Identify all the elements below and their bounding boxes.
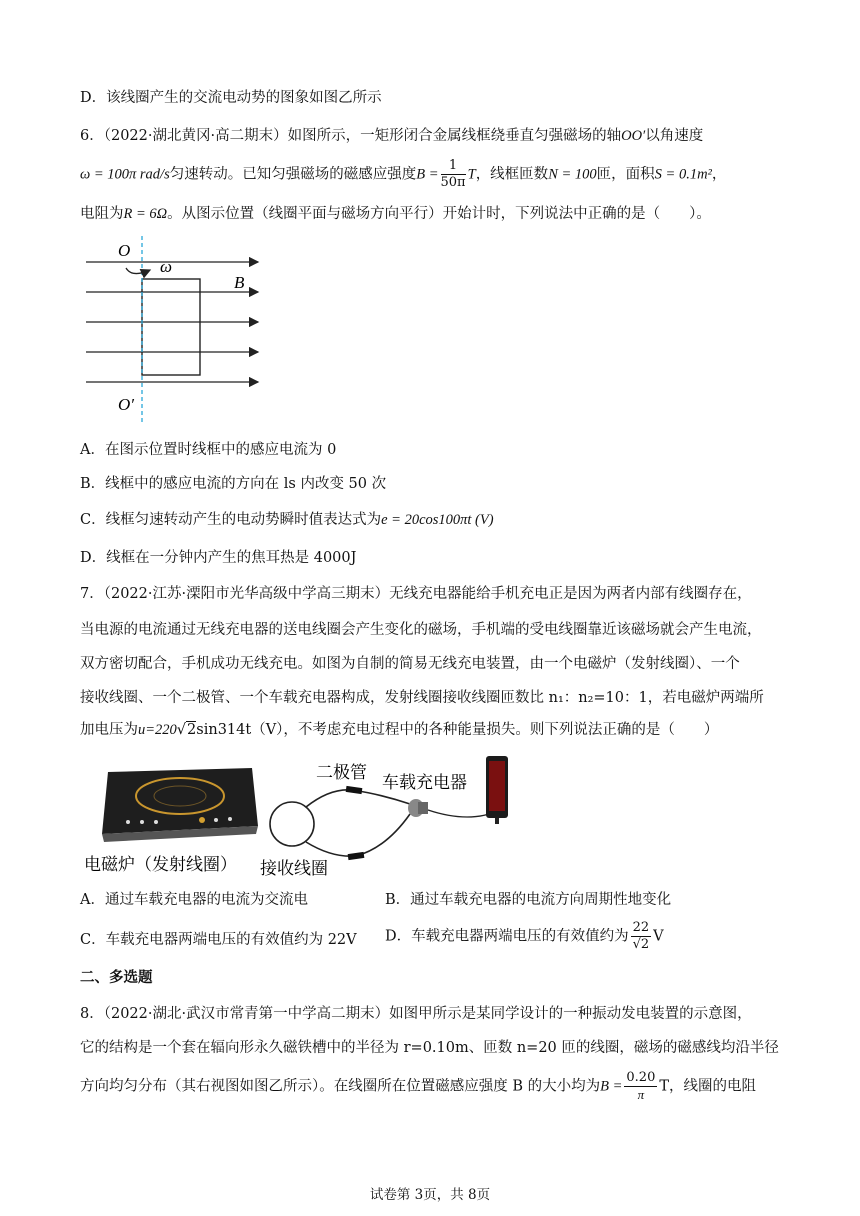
q8-b-num: 0.20 <box>626 1070 656 1085</box>
page-footer: 试卷第 3页，共 8页 <box>369 1187 491 1203</box>
cooker-label: 电磁炉（发射线圈） <box>84 855 237 874</box>
q6-b-denominator: 50π <box>440 175 466 190</box>
q6-b-lhs: B = <box>416 166 439 183</box>
q8-stem-line-1: 8．（2022·湖北·武汉市常青第一中学高二期末）如图甲所示是某同学设计的一种振动发电装置的示意图， <box>80 1006 752 1022</box>
q6-stem-text-2a: 匀速转动。已知匀强磁场的磁感应强度 <box>169 166 417 183</box>
receiver-label: 接收线圈 <box>260 859 328 878</box>
q7-option-d-unit: V <box>653 928 664 945</box>
q6-stem-text-2c: 匝，面积 <box>596 166 655 183</box>
q8-stem-line-2: 它的结构是一个套在辐向形永久磁铁槽中的半径为 r=0.10m、匝数 n=20 匝的线圈，磁场的磁感线均沿半径 <box>80 1040 779 1056</box>
q7-stem-line-5: 加电压为u=220√2sin314t（V），不考虑充电过程中的各种能量损失。则下列说法正确的是（ ） <box>80 722 719 738</box>
q7-option-d <box>385 920 664 953</box>
q6-option-a: A．在图示位置时线框中的感应电流为 0 <box>80 442 337 458</box>
q6-r-expr: R = 6Ω <box>123 206 168 222</box>
o-bottom-label: O′ <box>118 395 134 414</box>
q7-option-d-text: D．车载充电器两端电压的有效值约为 <box>385 928 629 945</box>
q6-option-c <box>80 510 800 530</box>
q7-wireless-charger-figure <box>80 752 540 882</box>
q5-option-d: D．该线圈产生的交流电动势的图象如图乙所示 <box>80 90 382 106</box>
q7-option-d-num: 22 <box>632 920 650 935</box>
q6-stem-text-2d: ， <box>711 166 727 183</box>
induction-cooker-image <box>102 768 258 842</box>
q7-stem-text-5b: sin314t（V），不考虑充电过程中的各种能量损失。则下列说法正确的是（ ） <box>196 722 719 738</box>
q7-stem-line-3: 双方密切配合，手机成功无线充电。如图为自制的简易无线充电装置，由一个电磁炉（发射线圈）、一个 <box>80 656 740 672</box>
q6-n-expr: N = 100 <box>548 166 597 183</box>
receiving-coil <box>270 802 314 846</box>
q6-omega-expr: ω = 100π rad/s <box>80 166 170 183</box>
q7-option-c: C．车载充电器两端电压的有效值约为 22V <box>80 932 357 948</box>
q6-b-unit: T <box>467 166 476 183</box>
q7-options-row-1 <box>80 890 800 910</box>
section-title: 二、多选题 <box>80 970 153 986</box>
q6-rotating-frame-figure <box>80 232 270 428</box>
q7-stem-line-1: 7．（2022·江苏·溧阳市光华高级中学高三期末）无线充电器能给手机充电正是因为两者内部有线圈存在， <box>80 586 752 602</box>
q6-stem-line-3 <box>80 204 800 224</box>
q6-option-c-text: C．线框匀速转动产生的电动势瞬时值表达式为 <box>80 512 382 528</box>
car-charger-label: 车载充电器 <box>382 773 467 792</box>
omega-label: ω <box>160 257 173 276</box>
phone-icon <box>486 756 508 824</box>
q6-option-d: D．线框在一分钟内产生的焦耳热是 4000J <box>80 550 357 566</box>
q6-b-numerator: 1 <box>441 158 466 175</box>
q7-stem-line-2: 当电源的电流通过无线充电器的送电线圈会产生变化的磁场，手机端的受电线圈靠近该磁场就会产生电流， <box>80 622 762 638</box>
q6-stem-text-2b: ，线框匝数 <box>475 166 549 183</box>
q7-stem-line-4: 接收线圈、一个二极管、一个车载充电器构成，发射线圈接收线圈匝数比 n₁：n₂=10：1，若电磁炉两端所 <box>80 690 764 706</box>
q6-option-c-expr: e = 20cos100πt (V) <box>381 512 494 528</box>
q7-stem-text-5a: 加电压为 <box>80 722 138 738</box>
diode-icon-2 <box>348 852 365 860</box>
q6-axis-label: OO′ <box>621 128 646 144</box>
q6-stem-text-3a: 电阻为 <box>80 206 124 222</box>
q7-u-expr: u=220 <box>138 722 177 738</box>
q6-stem-text-3b: 。从图示位置（线圈平面与磁场方向平行）开始计时，下列说法中正确的是（ ）。 <box>167 206 711 222</box>
b-label: B <box>234 273 245 292</box>
q7-options-row-2 <box>80 920 800 952</box>
q6-s-expr: S = 0.1m² <box>654 166 712 183</box>
q7-option-a: A．通过车载充电器的电流为交流电 <box>80 892 308 908</box>
q6-b-fraction <box>441 158 466 191</box>
diode-icon <box>346 786 363 794</box>
q8-b-den: π <box>637 1087 645 1102</box>
wire-bottom <box>306 814 410 856</box>
q7-sqrt-value: 2 <box>187 722 197 738</box>
q6-option-b: B．线框中的感应电流的方向在 ls 内改变 50 次 <box>80 476 387 492</box>
q8-stem-line-3 <box>80 1070 800 1103</box>
q8-stem-text-3b: T，线圈的电阻 <box>659 1078 757 1095</box>
q6-stem-text-1-end: 以角速度 <box>645 128 704 144</box>
coil-frame <box>142 279 200 375</box>
q8-b-lhs: B = <box>600 1078 623 1095</box>
q7-option-d-den: √2 <box>632 937 650 952</box>
rotation-arrow-icon <box>126 268 150 274</box>
diode-label: 二极管 <box>316 763 367 782</box>
car-charger-icon <box>408 799 428 817</box>
q6-stem-line-1 <box>80 126 800 146</box>
q8-stem-text-3a: 方向均匀分布（其右视图如图乙所示）。在线圈所在位置磁感应强度 B 的大小均为 <box>80 1078 601 1095</box>
q8-b-fraction <box>624 1070 657 1103</box>
q7-option-d-fraction <box>631 920 652 953</box>
q6-stem-text-1: 6．（2022·湖北黄冈·高二期末）如图所示，一矩形闭合金属线框绕垂直匀强磁场的轴 <box>80 128 622 144</box>
o-top-label: O <box>118 241 131 260</box>
q7-option-b: B．通过车载充电器的电流方向周期性地变化 <box>385 892 672 908</box>
q6-stem-line-2 <box>80 158 800 191</box>
